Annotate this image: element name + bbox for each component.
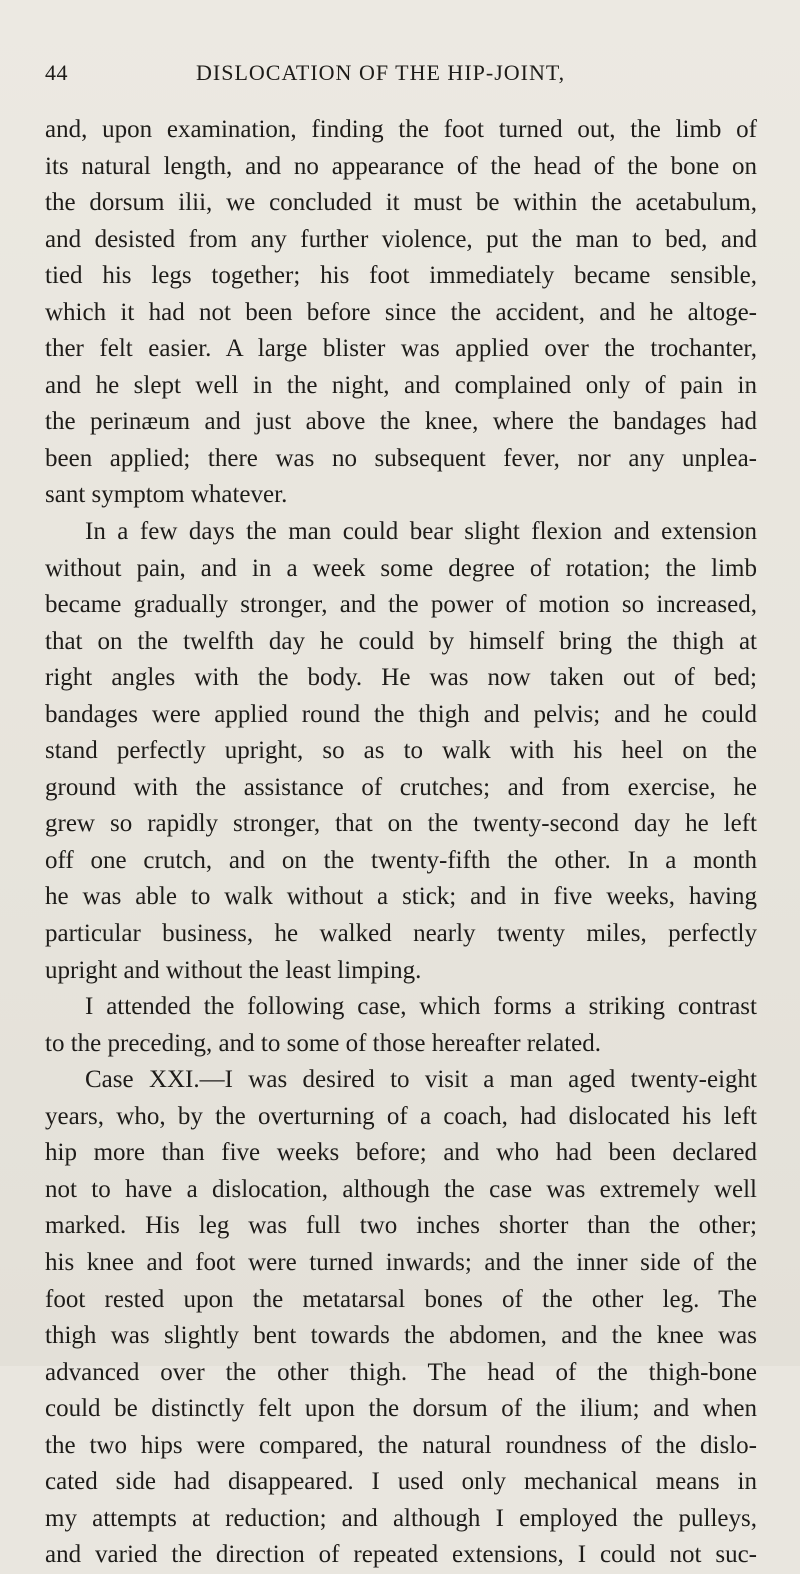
text-line: years, who, by the overturning of a coach, had dislocated his left	[45, 1102, 757, 1130]
text-line: that on the twelfth day he could by himself bring the thigh at	[45, 627, 757, 655]
text-line: and varied the direction of repeated extensions, I could not suc-	[45, 1541, 757, 1569]
text-line: he was able to walk without a stick; and in five weeks, having	[45, 883, 757, 911]
text-line: I attended the following case, which forms a striking contrast	[85, 993, 757, 1021]
text-line: grew so rapidly stronger, that on the twenty-second day he left	[45, 810, 757, 838]
text-line: became gradually stronger, and the power of motion so increased,	[45, 591, 757, 619]
text-line: bandages were applied round the thigh and pelvis; and he could	[45, 700, 757, 728]
text-line: off one crutch, and on the twenty-fifth the other. In a month	[45, 846, 757, 874]
text-line: his knee and foot were turned inwards; and the inner side of the	[45, 1248, 757, 1276]
text-line: foot rested upon the metatarsal bones of the other leg. The	[45, 1285, 757, 1313]
text-line: been applied; there was no subsequent fever, nor any unplea-	[45, 444, 757, 472]
text-line: ground with the assistance of crutches; and from exercise, he	[45, 773, 757, 801]
text-line: and desisted from any further violence, put the man to bed, and	[45, 225, 757, 253]
text-line: stand perfectly upright, so as to walk with his heel on the	[45, 737, 757, 765]
text-line: without pain, and in a week some degree of rotation; the limb	[45, 554, 757, 582]
text-line: hip more than five weeks before; and who had been declared	[45, 1139, 757, 1167]
text-line: and he slept well in the night, and complained only of pain in	[45, 371, 757, 399]
text-line: the two hips were compared, the natural roundness of the dislo-	[45, 1431, 757, 1459]
text-line: the dorsum ilii, we concluded it must be within the acetabulum,	[45, 189, 757, 217]
text-line: its natural length, and no appearance of the head of the bone on	[45, 152, 757, 180]
text-line: upright and without the least limping.	[45, 956, 422, 984]
body-text	[45, 112, 757, 1574]
text-line: right angles with the body. He was now taken out of bed;	[45, 664, 757, 692]
text-line: the perinæum and just above the knee, where the bandages had	[45, 408, 757, 436]
running-head: DISLOCATION OF THE HIP-JOINT,	[196, 60, 566, 85]
text-line: not to have a dislocation, although the case was extremely well	[45, 1175, 757, 1203]
text-line: In a few days the man could bear slight flexion and extension	[85, 518, 757, 546]
page-header	[45, 60, 757, 100]
page-number: 44	[45, 60, 68, 85]
text-line: advanced over the other thigh. The head of the thigh-bone	[45, 1358, 757, 1386]
text-line: Case XXI.—I was desired to visit a man aged twenty-eight	[85, 1066, 757, 1094]
text-line: which it had not been before since the accident, and he altoge-	[45, 298, 757, 326]
text-line: and, upon examination, finding the foot turned out, the limb of	[45, 116, 757, 143]
text-line: to the preceding, and to some of those hereafter related.	[45, 1029, 602, 1057]
text-line: could be distinctly felt upon the dorsum of the ilium; and when	[45, 1395, 757, 1423]
text-line: my attempts at reduction; and although I employed the pulleys,	[45, 1504, 757, 1532]
text-line: thigh was slightly bent towards the abdomen, and the knee was	[45, 1322, 757, 1350]
text-line: ther felt easier. A large blister was applied over the trochanter,	[45, 335, 757, 363]
text-line: tied his legs together; his foot immediately became sensible,	[45, 262, 757, 290]
text-line: cated side had disappeared. I used only mechanical means in	[45, 1468, 757, 1496]
text-line: marked. His leg was full two inches shorter than the other;	[45, 1212, 757, 1240]
text-line: particular business, he walked nearly twenty miles, perfectly	[45, 920, 757, 948]
text-line: sant symptom whatever.	[45, 481, 288, 509]
